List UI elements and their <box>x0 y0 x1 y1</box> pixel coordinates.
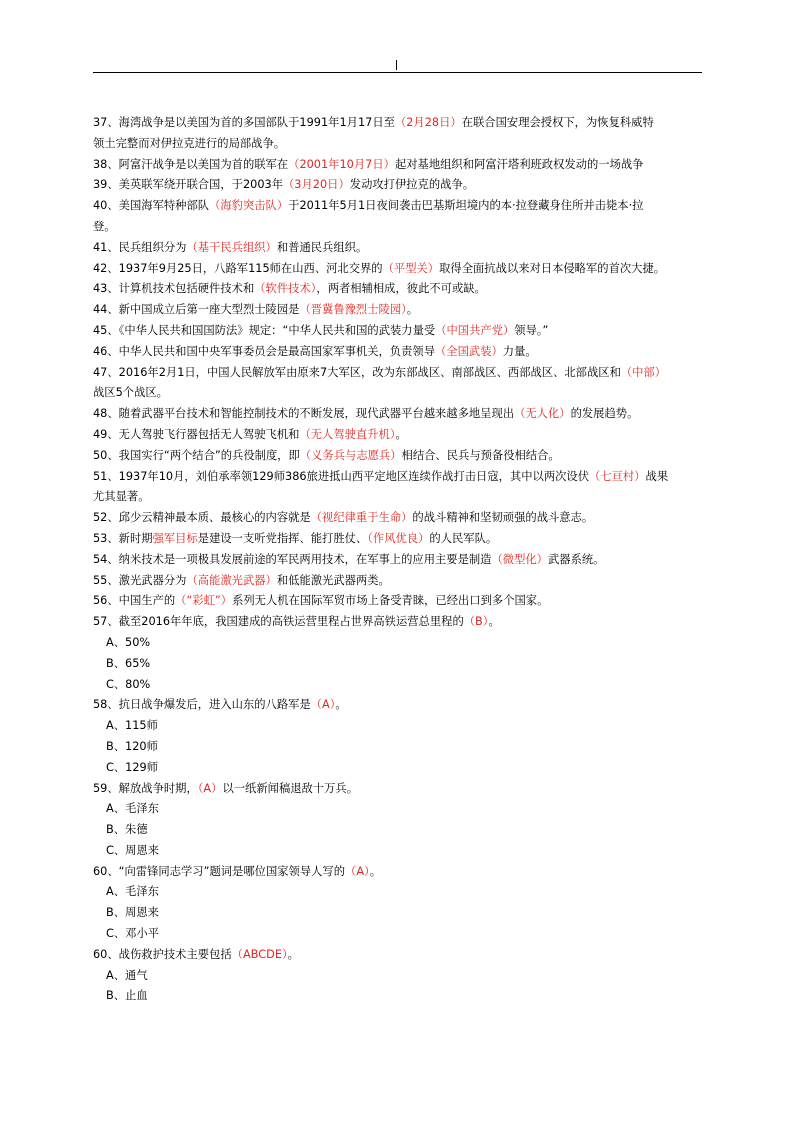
question-text: 和普通民兵组织。 <box>276 240 368 254</box>
question-text: 54、纳米技术是一项极具发展前途的军民两用技术，在军事上的应用主要是制造 <box>93 552 492 566</box>
question-text: 49、无人驾驶飞行器包括无人驾驶飞机和 <box>93 427 300 441</box>
answer-option <box>93 966 705 987</box>
question-text: A、50% <box>106 635 151 649</box>
answer-option <box>93 716 705 737</box>
question-text: 57、截至2016年年底，我国建成的高铁运营里程占世界高铁运营总里程的 <box>93 615 464 629</box>
question-line <box>93 529 705 550</box>
question-text: 58、抗日战争爆发后，进入山东的八路军是 <box>93 698 311 712</box>
question-text: 登。 <box>93 219 116 233</box>
question-text: 43、计算机技术包括硬件技术和 <box>93 282 255 296</box>
question-text: 56、中国生产的 <box>93 594 176 608</box>
question-text: A、通气 <box>106 968 148 982</box>
answer-option <box>93 758 705 779</box>
question-text: 的人民军队。 <box>429 531 498 545</box>
question-line <box>93 217 705 238</box>
question-text: 于2011年5月1日夜间袭击巴基斯坦境内的本·拉登藏身住所并击毙本·拉 <box>288 199 644 213</box>
question-text: 47、2016年2月1日，中国人民解放军由原来7大军区，改为东部战区、南部战区、西部战区、北部战区和 <box>93 365 621 379</box>
answer-text: （作风优良） <box>367 531 430 545</box>
question-text: 38、阿富汗战争是以美国为首的联军在 <box>93 157 289 171</box>
answer-option <box>93 633 705 654</box>
question-text: 系列无人机在国际军贸市场上备受青睐，已经出口到多个国家。 <box>232 594 549 608</box>
question-line <box>93 695 705 716</box>
answer-text: （软件技术） <box>254 282 317 296</box>
question-text: A、毛泽东 <box>106 802 159 816</box>
question-text: 起对基地组织和阿富汗塔利班政权发动的一场战争 <box>394 157 644 171</box>
answer-text: （“彩虹”） <box>175 594 233 608</box>
question-line <box>93 259 705 280</box>
question-text: 37、海湾战争是以美国为首的多国部队于1991年1月17日至 <box>93 116 395 129</box>
question-line <box>93 238 705 259</box>
question-line <box>93 446 705 467</box>
question-text: 。 <box>287 947 299 961</box>
answer-text: （海豹突击队） <box>209 199 289 213</box>
answer-option <box>93 924 705 945</box>
question-line <box>93 550 705 571</box>
question-text: 。 <box>335 698 347 712</box>
question-text: 45、《中华人民共和国国防法》规定：“中华人民共和国的武装力量受 <box>93 323 436 337</box>
question-text: B、120师 <box>106 739 158 753</box>
question-text: 领导。” <box>514 323 549 337</box>
question-text: 50、我国实行“两个结合”的兵役制度，即 <box>93 448 300 462</box>
question-text: 53、新时期 <box>93 531 153 545</box>
question-text: A、毛泽东 <box>106 885 159 899</box>
answer-option <box>93 903 705 924</box>
question-line <box>93 321 705 342</box>
question-text: 取得全面抗战以来对日本侵略军的首次大捷。 <box>439 261 666 275</box>
answer-text: （高能激光武器） <box>186 573 277 587</box>
answer-option <box>93 820 705 841</box>
answer-option <box>93 799 705 820</box>
question-text: 。 <box>406 303 419 317</box>
question-text: C、邓小平 <box>106 927 160 941</box>
question-text: 39、美英联军绕开联合国，于2003年 <box>93 178 283 192</box>
answer-text: （2001年10月7日） <box>288 157 395 171</box>
question-text: 40、美国海军特种部队 <box>93 199 210 213</box>
question-line <box>93 363 705 384</box>
question-line <box>93 425 705 446</box>
question-text: ，两者相辅相成，彼此不可或缺。 <box>316 282 486 296</box>
question-text: 46、中华人民共和国中央军事委员会是最高国家军事机关，负责领导 <box>93 344 435 358</box>
question-line <box>93 862 705 883</box>
question-text: 51、1937年10月，刘伯承率领129师386旅进抵山西平定地区连续作战打击日寇，其中以两次设伏 <box>93 469 590 483</box>
question-text: 和低能激光武器两类。 <box>276 573 390 587</box>
answer-text: （义务兵与志愿兵） <box>299 448 402 462</box>
question-text: 52、邱少云精神最本质、最核心的内容就是 <box>93 511 311 525</box>
question-line <box>93 113 705 134</box>
answer-text: （晋冀鲁豫烈士陵园） <box>299 303 407 317</box>
header-rule <box>93 72 702 73</box>
header-mark <box>396 60 397 70</box>
question-line <box>93 945 705 966</box>
question-text: 44、新中国成立后第一座大型烈士陵园是 <box>93 303 300 317</box>
question-text: 。 <box>488 615 500 629</box>
question-text: 59、解放战争时期， <box>93 781 198 795</box>
question-text: 尤其显著。 <box>93 490 150 504</box>
answer-text: （微型化） <box>491 552 548 566</box>
question-text: B、65% <box>106 656 151 670</box>
answer-text: （B） <box>463 615 489 629</box>
question-text: 武器系统。 <box>547 552 605 566</box>
question-text: 以一纸新闻稿退敌十万兵。 <box>222 781 359 795</box>
answer-option <box>93 654 705 675</box>
question-line <box>93 404 705 425</box>
question-line <box>93 383 705 404</box>
answer-option <box>93 737 705 758</box>
question-text: C、80% <box>106 677 151 691</box>
question-text: B、止血 <box>106 989 148 1003</box>
question-line <box>93 571 705 592</box>
question-text: 60、战伤救护技术主要包括 <box>93 947 232 961</box>
question-text: 的战斗精神和坚韧顽强的战斗意志。 <box>412 511 594 525</box>
answer-text: （中国共产党） <box>435 323 515 337</box>
question-line <box>93 508 705 529</box>
answer-option <box>93 675 705 696</box>
question-line <box>93 155 705 176</box>
question-text: 是建设一支听党指挥、能打胜仗、 <box>197 531 368 545</box>
question-text: 55、激光武器分为 <box>93 573 187 587</box>
question-text: 战果 <box>645 469 669 483</box>
question-text: 的发展趋势。 <box>570 407 639 421</box>
answer-text: （3月20日） <box>283 178 350 192</box>
answer-text: （A） <box>345 864 370 878</box>
answer-text: （无人驾驶直升机） <box>299 427 396 441</box>
question-text: 。 <box>369 864 382 878</box>
answer-text: （2月28日） <box>394 116 462 129</box>
answer-text: （A） <box>310 698 336 712</box>
question-text: B、朱德 <box>106 823 148 837</box>
question-text: 战区5个战区。 <box>93 386 168 400</box>
question-text: 60、“向雷锋同志学习”题词是哪位国家领导人写的 <box>93 864 346 878</box>
answer-option <box>93 882 705 903</box>
answer-text: （无人化） <box>514 407 571 421</box>
question-text: 在联合国安理会授权下，为恢复科威特 <box>461 116 654 129</box>
answer-text: （七亘村） <box>589 469 646 483</box>
question-line <box>93 175 705 196</box>
answer-text: （A） <box>197 781 223 795</box>
question-line <box>93 279 705 300</box>
question-line <box>93 196 705 217</box>
answer-text: 强军目标 <box>152 531 198 545</box>
answer-option <box>93 841 705 862</box>
answer-text: （全国武装） <box>435 344 503 358</box>
answer-text: （平型关） <box>382 261 440 275</box>
question-text: C、周恩来 <box>106 843 160 857</box>
question-text: 相结合、民兵与预备役相结合。 <box>401 448 560 462</box>
answer-text: （中部） <box>620 365 667 379</box>
question-text: 。 <box>395 427 407 441</box>
question-text: 48、随着武器平台技术和智能控制技术的不断发展，现代武器平台越来越多地呈现出 <box>93 407 515 421</box>
question-text: 领土完整而对伊拉克进行的局部战争。 <box>93 136 286 150</box>
question-line <box>93 134 705 155</box>
answer-option <box>93 986 705 1007</box>
question-text: 力量。 <box>502 344 537 358</box>
question-line <box>93 591 705 612</box>
question-text: C、129师 <box>106 760 159 774</box>
question-text: 42、1937年9月25日，八路军115师在山西、河北交界的 <box>93 261 383 275</box>
answer-text: （视纪律重于生命） <box>310 511 413 525</box>
question-line <box>93 612 705 633</box>
question-text: A、115师 <box>106 719 158 733</box>
question-text: 发动攻打伊拉克的战争。 <box>349 178 475 192</box>
answer-text: （基干民兵组织） <box>186 240 277 254</box>
question-line <box>93 487 705 508</box>
question-line <box>93 300 705 321</box>
question-text: 41、民兵组织分为 <box>93 240 187 254</box>
question-line <box>93 467 705 488</box>
answer-text: （ABCDE） <box>231 947 288 961</box>
question-line <box>93 779 705 800</box>
question-line <box>93 342 705 363</box>
question-text: B、周恩来 <box>106 906 159 920</box>
document-body <box>93 113 705 1007</box>
